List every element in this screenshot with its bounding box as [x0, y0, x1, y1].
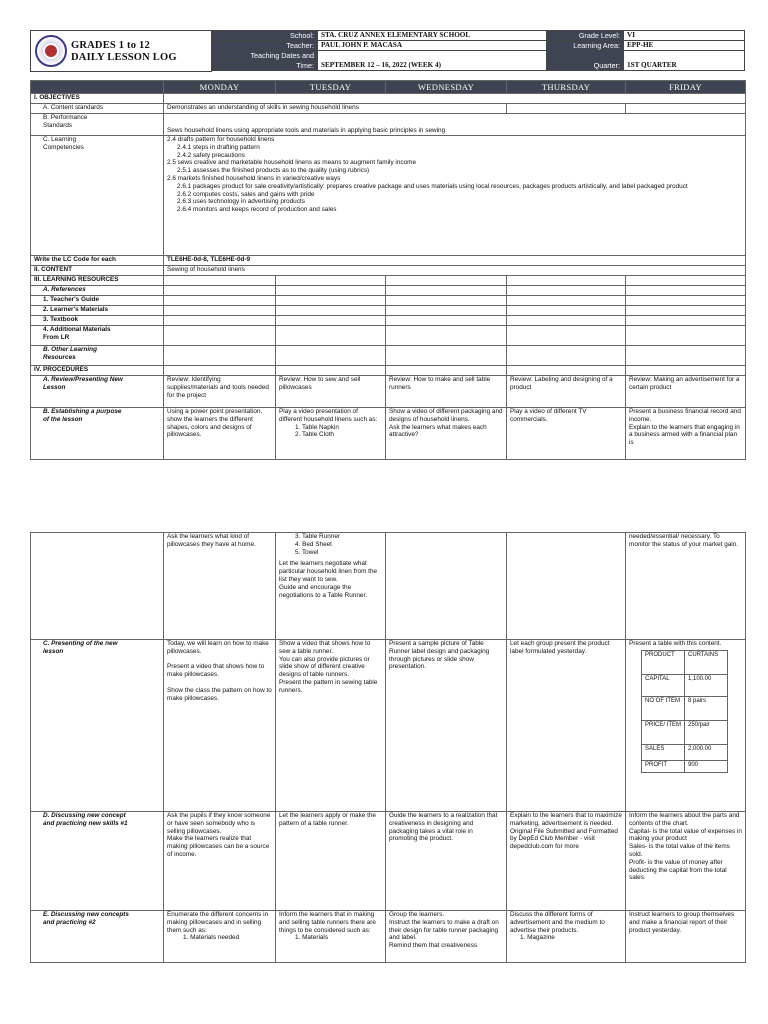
references-label: A. References: [31, 286, 164, 296]
logo-line2: DAILY LESSON LOG: [71, 52, 177, 63]
discussing2-monday-text: Enumerate the different concerns in making pillowcases and in selling them such as:: [167, 911, 269, 934]
review-label: A. Review/Presenting New Lesson: [31, 376, 164, 408]
discussing2-friday: Instruct learners to group themselves and make a financial report of their product yesterday.: [626, 911, 746, 963]
review-friday: Review: Making an advertisement for a certain product: [626, 376, 746, 408]
list-item: 1. Materials: [295, 934, 329, 942]
competency-item: 2.6.2 computes costs, sales and gains with pride: [177, 190, 315, 198]
purpose-tuesday-intro: Play a video presentation of different household linens such as:: [279, 408, 378, 423]
fin-cell: SALES: [642, 744, 685, 760]
competency-item: 2.6.4 monitors and keeps record of production and sales: [177, 206, 337, 214]
list-item: 1. Materials needed: [183, 934, 240, 942]
teacher-value: PAUL JOHN P. MACASA: [318, 41, 547, 51]
procedures-label: IV. PROCEDURES: [31, 366, 164, 376]
header-info-table: [212, 30, 745, 71]
financial-table: [641, 650, 728, 773]
fin-cell: PROFIT: [642, 760, 685, 772]
competency-item: 2.6 markets finished household linens in varied/creative ways: [167, 174, 341, 182]
discussing2-tuesday-text: Inform the learners that in making and selling table runners there are things to be considered such as:: [279, 911, 376, 934]
competency-item: 2.5.1 assesses the finished products as to the quality (using rubrics): [177, 167, 370, 175]
school-label: School:: [213, 31, 318, 41]
purpose-cont-tuesday: [276, 533, 386, 640]
discussing2-monday: [164, 911, 276, 963]
purpose-wednesday: Show a video of different packaging and designs of household linens. Ask the learners what makes each attractive?: [386, 408, 507, 460]
presenting-wednesday: Present a sample picture of Table Runner label design and packaging through pictures or slide show presentation.: [386, 640, 507, 812]
dates-label-2: Time:: [213, 61, 318, 71]
lesson-log-table-continued: [30, 532, 746, 963]
discussing1-thursday: Explain to the learners that to maximize marketing, advertisement is needed. Original File Submitted and Formatted by DepEd Club Member - visit depedclub.com for more: [507, 812, 626, 911]
competency-item: 2.5 sews creative and marketable household linens as means to augment family income: [167, 159, 417, 167]
review-monday: Review: Identifying supplies/materials and tools needed for the project: [164, 376, 276, 408]
fin-cell: PRICE/ ITEM: [642, 720, 685, 744]
review-tuesday: Review: How to sew and sell pillowcases: [276, 376, 386, 408]
list-item: 2. Table Cloth: [295, 431, 334, 439]
content-label: II. CONTENT: [31, 266, 164, 276]
resources-label: III. LEARNING RESOURCES: [31, 276, 164, 286]
page-two: [0, 510, 768, 1024]
discussing2-label: E. Discussing new concepts and practicing #2: [31, 911, 164, 963]
discussing1-friday: Inform the learners about the parts and contents of the chart. Capital- is the total value of expenses in making your product Sales- is the total value of the items sold. Profit- is the value of money after deducting the capital from the total sales.: [626, 812, 746, 911]
purpose-cont-friday: needed/essential/ necessary. To monitor the status of your market gain.: [626, 533, 746, 640]
day-header-row: [31, 81, 746, 94]
review-wednesday: Review: How to make and sell table runners: [386, 376, 507, 408]
competencies-cell: [164, 136, 746, 256]
purpose-tuesday: [276, 408, 386, 460]
lesson-log-table: [30, 80, 746, 460]
presenting-friday: [626, 640, 746, 812]
fin-cell: 8 pairs: [685, 696, 728, 720]
purpose-friday: Present a business financial record and income. Explain to the learners that engaging in a business armed with a financial plan is: [626, 408, 746, 460]
fin-cell: NO OF ITEM: [642, 696, 685, 720]
discussing2-thursday: [507, 911, 626, 963]
textbook-label: 3. Textbook: [31, 316, 164, 326]
objectives-label: I. OBJECTIVES: [31, 94, 164, 104]
list-item: 5. Towel: [295, 548, 319, 556]
content-standard-value: Demonstrates an understanding of skills in sewing household linens: [164, 104, 507, 114]
content-value: Sewing of household linens: [164, 266, 746, 276]
logo-line1: GRADES 1 to 12: [71, 40, 150, 51]
day-header-blank: [31, 81, 164, 94]
discussing1-wednesday: Guide the learners to a realization that creativeness in designing and packaging takes a vital role in promoting the product.: [386, 812, 507, 911]
grade-value: VI: [624, 31, 745, 41]
fin-cell: 2,000.00: [685, 744, 728, 760]
discussing2-tuesday: [276, 911, 386, 963]
other-resources-label: B. Other Learning Resources: [31, 346, 164, 366]
day-wednesday: WEDNESDAY: [386, 81, 507, 94]
discussing2-wednesday: Group the learners. Instruct the learners to make a draft on their design for table runner packaging and label. Remind them that creativeness: [386, 911, 507, 963]
purpose-cont-monday: Ask the learners what kind of pillowcases they have at home.: [164, 533, 276, 640]
presenting-thursday: Let each group present the product label formulated yesterday.: [507, 640, 626, 812]
logo-title: [71, 40, 177, 64]
competency-item: 2.4.2 safety precautions: [177, 151, 245, 159]
fin-cell: CURTAINS: [685, 650, 728, 674]
list-item: 3. Table Runner: [295, 533, 341, 540]
lc-code-value: TLE6HE-0d-8, TLE6HE-0d-9: [164, 256, 746, 266]
area-value: EPP-HE: [624, 41, 745, 51]
area-label: Learning Area:: [547, 41, 624, 51]
list-item: 1. Table Napkin: [295, 423, 339, 431]
presenting-friday-text: Present a table with this content.: [629, 640, 722, 647]
competency-item: 2.6.3 uses technology in advertising products: [177, 198, 305, 206]
grade-label: Grade Level:: [547, 31, 624, 41]
lc-code-label: Write the LC Code for each: [31, 256, 164, 266]
fin-cell: CAPITAL: [642, 674, 685, 696]
fin-cell: 250/pair: [685, 720, 728, 744]
purpose-monday: Using a power point presentation, show the learners the different shapes, colors and designs of pillowcases.: [164, 408, 276, 460]
page-one: [0, 0, 768, 505]
presenting-tuesday: Show a video that shows how to sew a table runner. You can also provide pictures or slide show of different creative designs of table runners. Present the pattern in sewing table runners.: [276, 640, 386, 812]
dates-value: SEPTEMBER 12 – 16, 2022 (WEEK 4): [318, 51, 547, 71]
school-value: STA. CRUZ ANNEX ELEMENTARY SCHOOL: [318, 31, 547, 41]
day-monday: MONDAY: [164, 81, 276, 94]
content-standards-label: A. Content standards: [31, 104, 164, 114]
discussing1-label: D. Discussing new concept and practicing new skills #1: [31, 812, 164, 911]
performance-standards-label: B. Performance Standards: [31, 114, 164, 136]
list-item: 1. Magazine: [520, 934, 555, 942]
additional-materials-label: 4. Additional Materials From LR: [31, 326, 164, 346]
day-thursday: THURSDAY: [507, 81, 626, 94]
competency-item: 2.4 drafts pattern for household linens: [167, 136, 275, 143]
deped-logo-box: [30, 30, 212, 72]
purpose-cont-tuesday-text: Let the learners negotiate what particular household linen from the list they want to sew. Guide and encourage the negotiations to a Table Runner.: [279, 560, 378, 599]
discussing1-tuesday: Let the learners apply or make the pattern of a table runner.: [276, 812, 386, 911]
deped-seal-icon: [35, 35, 67, 67]
purpose-thursday: Play a video of different TV commercials.: [507, 408, 626, 460]
day-tuesday: TUESDAY: [276, 81, 386, 94]
performance-standard-value: Sews household linens using appropriate tools and materials in applying basic principles in sewing: [164, 114, 746, 136]
discussing1-monday: Ask the pupils if they know someone or have seen somebody who is selling pillowcases. Make the learners realize that making pillowcases can be a source of income.: [164, 812, 276, 911]
fin-cell: 900: [685, 760, 728, 772]
review-thursday: Review: Labeling and designing of a product: [507, 376, 626, 408]
list-item: 4. Bed Sheet: [295, 540, 332, 548]
teachers-guide-label: 1. Teacher's Guide: [31, 296, 164, 306]
quarter-value: 1ST QUARTER: [624, 51, 745, 71]
competency-item: 2.4.1 steps in drafting pattern: [177, 143, 260, 151]
dates-label-1: Teaching Dates and: [213, 51, 318, 61]
presenting-monday: Today, we will learn on how to make pillowcases. Present a video that shows how to make pillowcases. Show the class the pattern on how to make pillowcases.: [164, 640, 276, 812]
learners-materials-label: 2. Learner's Materials: [31, 306, 164, 316]
fin-cell: 1,100.00: [685, 674, 728, 696]
competencies-label: C. Learning Competencies: [31, 136, 164, 256]
day-friday: FRIDAY: [626, 81, 746, 94]
presenting-label: C. Presenting of the new lesson: [31, 640, 164, 812]
teacher-label: Teacher:: [213, 41, 318, 51]
competency-item: 2.6.1 packages product for sale creativity/artistically: prepares creative package and uses materials using local resources, packages products artistically, and label packaged product: [177, 182, 688, 190]
quarter-label: Quarter:: [547, 51, 624, 71]
fin-cell: PRODUCT: [642, 650, 685, 674]
discussing2-thursday-text: Discuss the different forms of advertisement and the medium to advertise their products.: [510, 911, 605, 934]
purpose-label: B. Establishing a purpose of the lesson: [31, 408, 164, 460]
